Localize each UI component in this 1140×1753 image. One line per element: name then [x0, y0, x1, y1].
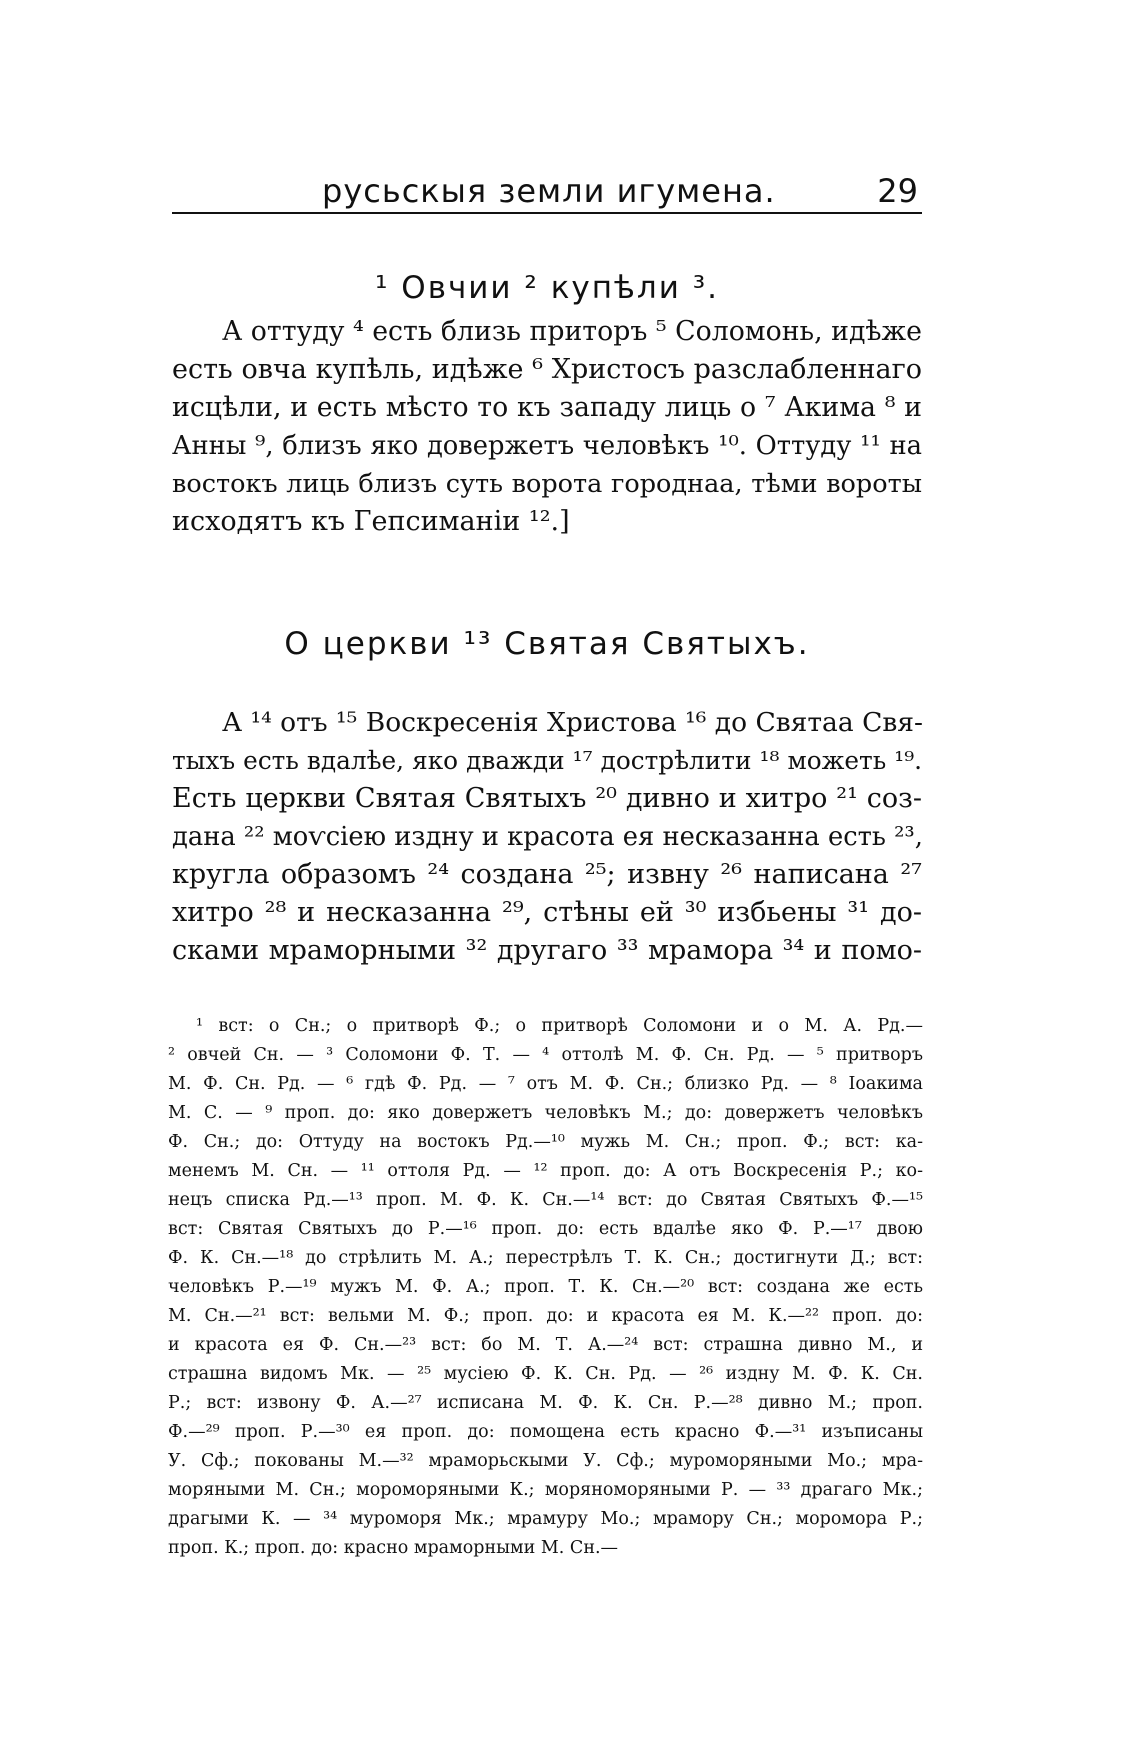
footnote-line: Р.; вст: извону Ф. А.—²⁷ исписана М. Ф. К. Сн. Р.—²⁸ дивно М.; проп.	[168, 1393, 923, 1413]
page-number: 29	[877, 172, 918, 210]
body-line: востокъ лиць близъ суть ворота городнаа, тѣми вороты	[172, 469, 922, 499]
footnote-line: вст: Святая Святыхъ до Р.—¹⁶ проп. до: есть вдалѣе яко Ф. Р.—¹⁷ двою	[168, 1219, 923, 1239]
footnote-line: М. Ф. Сн. Рд. — ⁶ гдѣ Ф. Рд. — ⁷ отъ М. Ф. Сн.; близко Рд. — ⁸ Іоакима	[168, 1074, 923, 1094]
body-line: Анны ⁹, близъ яко довержетъ человѣкъ ¹⁰. Оттуду ¹¹ на	[172, 431, 922, 461]
body-line: есть овча купѣль, идѣже ⁶ Христосъ разслабленнаго	[172, 354, 922, 385]
footnote-line: ¹ вст: о Сн.; о притворѣ Ф.; о притворѣ Соломони и о М. А. Рд.—	[196, 1016, 923, 1036]
body-line: исцѣли, и есть мѣсто то къ западу лиць о ⁷ Акима ⁸ и	[172, 392, 922, 423]
body-line: кругла образомъ ²⁴ создана ²⁵; извну ²⁶ написана ²⁷	[172, 859, 922, 890]
body-line: Есть церкви Святая Святыхъ ²⁰ дивно и хитро ²¹ соз-	[172, 783, 922, 814]
footnote-line: нецъ списка Рд.—¹³ проп. М. Ф. К. Сн.—¹⁴ вст: до Святая Святыхъ Ф.—¹⁵	[168, 1190, 923, 1210]
section-heading: ¹ Овчии ² купѣли ³.	[375, 270, 719, 306]
running-title: русьскыя земли игумена.	[322, 172, 776, 210]
footnote-line: М. Сн.—²¹ вст: вельми М. Ф.; проп. до: и красота ея М. К.—²² проп. до:	[168, 1306, 923, 1326]
footnote-line: менемъ М. Сн. — ¹¹ оттоля Рд. — ¹² проп. до: А отъ Воскресенія Р.; ко-	[168, 1161, 923, 1181]
footnote-line: Ф.—²⁹ проп. Р.—³⁰ ея проп. до: помощена есть красно Ф.—³¹ изъписаны	[168, 1422, 923, 1442]
footnote-line: человѣкъ Р.—¹⁹ мужъ М. Ф. А.; проп. Т. К. Сн.—²⁰ вст: создана же есть	[168, 1277, 923, 1297]
footnote-line: У. Сф.; покованы М.—³² мраморьскыми У. Сф.; муроморяными Мо.; мра-	[168, 1451, 923, 1471]
running-header	[172, 168, 922, 214]
footnote-line: страшна видомъ Мк. — ²⁵ мусіею Ф. К. Сн. Рд. — ²⁶ издну М. Ф. К. Сн.	[168, 1364, 923, 1384]
footnote-line: Ф. Сн.; до: Оттуду на востокъ Рд.—¹⁰ мужь М. Сн.; проп. Ф.; вст: ка-	[168, 1132, 923, 1152]
footnote-line: Ф. К. Сн.—¹⁸ до стрѣлить М. А.; перестрѣлъ Т. К. Сн.; достигнути Д.; вст:	[168, 1248, 923, 1268]
body-line: сками мраморными ³² другаго ³³ мрамора ³⁴ и помо-	[172, 935, 922, 966]
body-line: А оттуду ⁴ есть близь приторъ ⁵ Соломонь, идѣже	[222, 316, 922, 347]
body-line: дана ²² моѵсіею издну и красота ея несказанна есть ²³,	[172, 822, 923, 852]
footnote-line: драгыми К. — ³⁴ муроморя Мк.; мрамуру Мо.; мрамору Сн.; моромора Р.;	[168, 1509, 923, 1529]
body-line: тыхъ есть вдалѣе, яко дважди ¹⁷ дострѣлити ¹⁸ можеть ¹⁹.	[172, 746, 922, 775]
body-line: исходятъ къ Гепсиманіи ¹².]	[172, 506, 570, 537]
footnote-line: и красота ея Ф. Сн.—²³ вст: бо М. Т. А.—²⁴ вст: страшна дивно М., и	[168, 1335, 923, 1355]
section-heading: О церкви ¹³ Святая Святыхъ.	[284, 626, 810, 662]
body-line: А ¹⁴ отъ ¹⁵ Воскресенія Христова ¹⁶ до Святаа Свя-	[222, 707, 923, 738]
footnote-line: М. С. — ⁹ проп. до: яко довержетъ человѣкъ М.; до: довержетъ человѣкъ	[168, 1103, 923, 1123]
footnote-line: моряными М. Сн.; мороморяными К.; моряноморяными Р. — ³³ драгаго Мк.;	[168, 1480, 923, 1500]
footnote-line: ² овчей Сн. — ³ Соломони Ф. Т. — ⁴ оттолѣ М. Ф. Сн. Рд. — ⁵ притворъ	[168, 1045, 923, 1065]
body-line: хитро ²⁸ и несказанна ²⁹, стѣны ей ³⁰ избьены ³¹ до-	[172, 897, 922, 928]
footnote-line: проп. К.; проп. до: красно мраморными М. Сн.—	[168, 1538, 619, 1558]
